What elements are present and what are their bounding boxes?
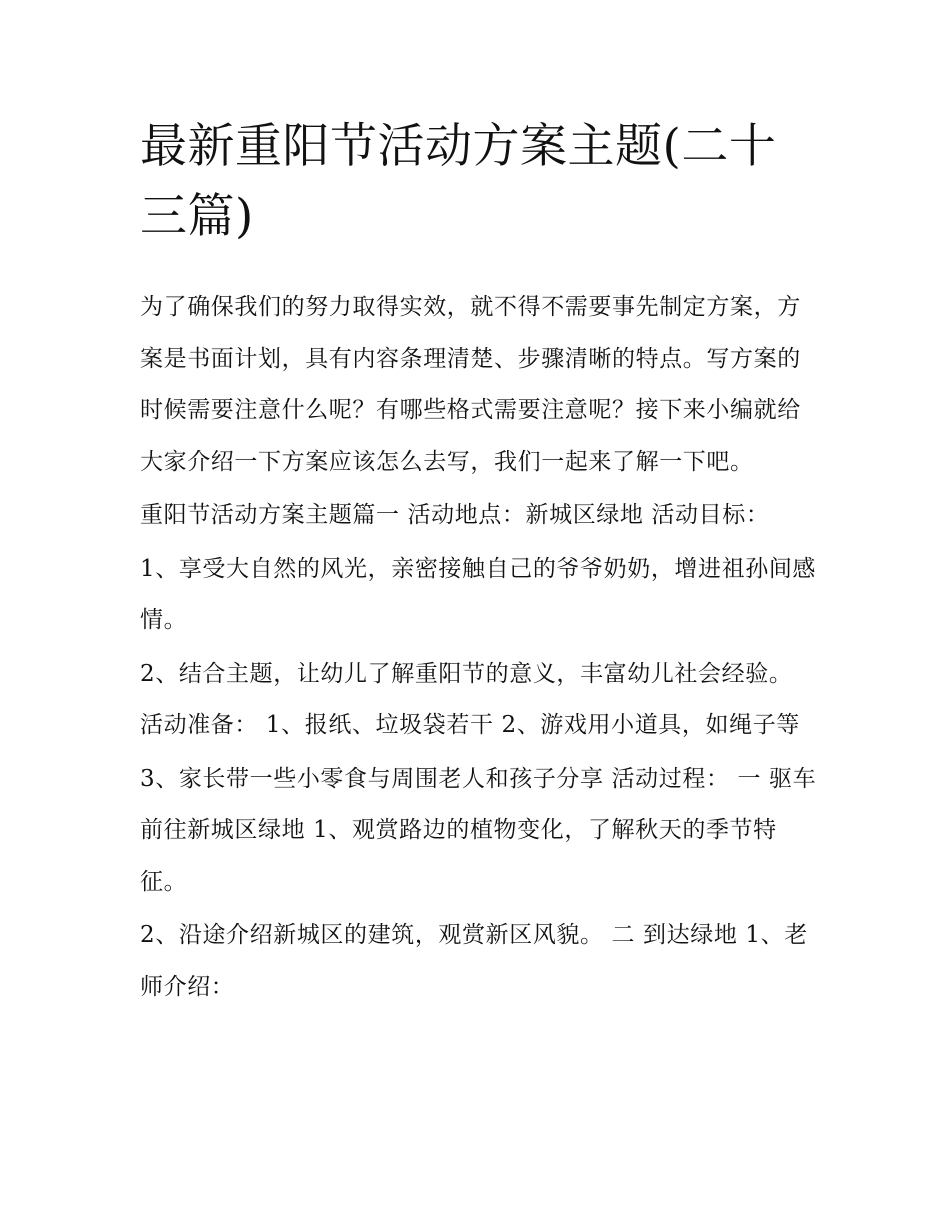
document-title: 最新重阳节活动方案主题(二十三篇) (140, 119, 777, 244)
section-heading-paragraph: 重阳节活动方案主题篇一 活动地点：新城区绿地 活动目标： (140, 502, 770, 528)
process-item-2: 2、沿途介绍新城区的建筑，观赏新区风貌。 二 到达绿地 1、老师介绍： (140, 922, 808, 1000)
goal-item-2: 2、结合主题，让幼儿了解重阳节的意义，丰富幼儿社会经验。 活动准备： 1、报纸、垃圾袋若干 2、游戏用小道具，如绳子等 (140, 660, 800, 738)
goal-item-1: 1、享受大自然的风光，亲密接触自己的爷爷奶奶，增进祖孙间感情。 (140, 555, 817, 633)
intro-paragraph: 为了确保我们的努力取得实效，就不得不需要事先制定方案，方案是书面计划，具有内容条理清楚、步骤清晰的特点。写方案的时候需要注意什么呢？有哪些格式需要注意呢？接下来小编就给大家介绍一下方案应该怎么去写，我们一起来了解一下吧。 (140, 294, 801, 475)
process-item-3: 3、家长带一些小零食与周围老人和孩子分享 活动过程： 一 驱车前往新城区绿地 1、观赏路边的植物变化，了解秋天的季节特征。 (140, 765, 817, 895)
document-body (140, 112, 820, 1015)
